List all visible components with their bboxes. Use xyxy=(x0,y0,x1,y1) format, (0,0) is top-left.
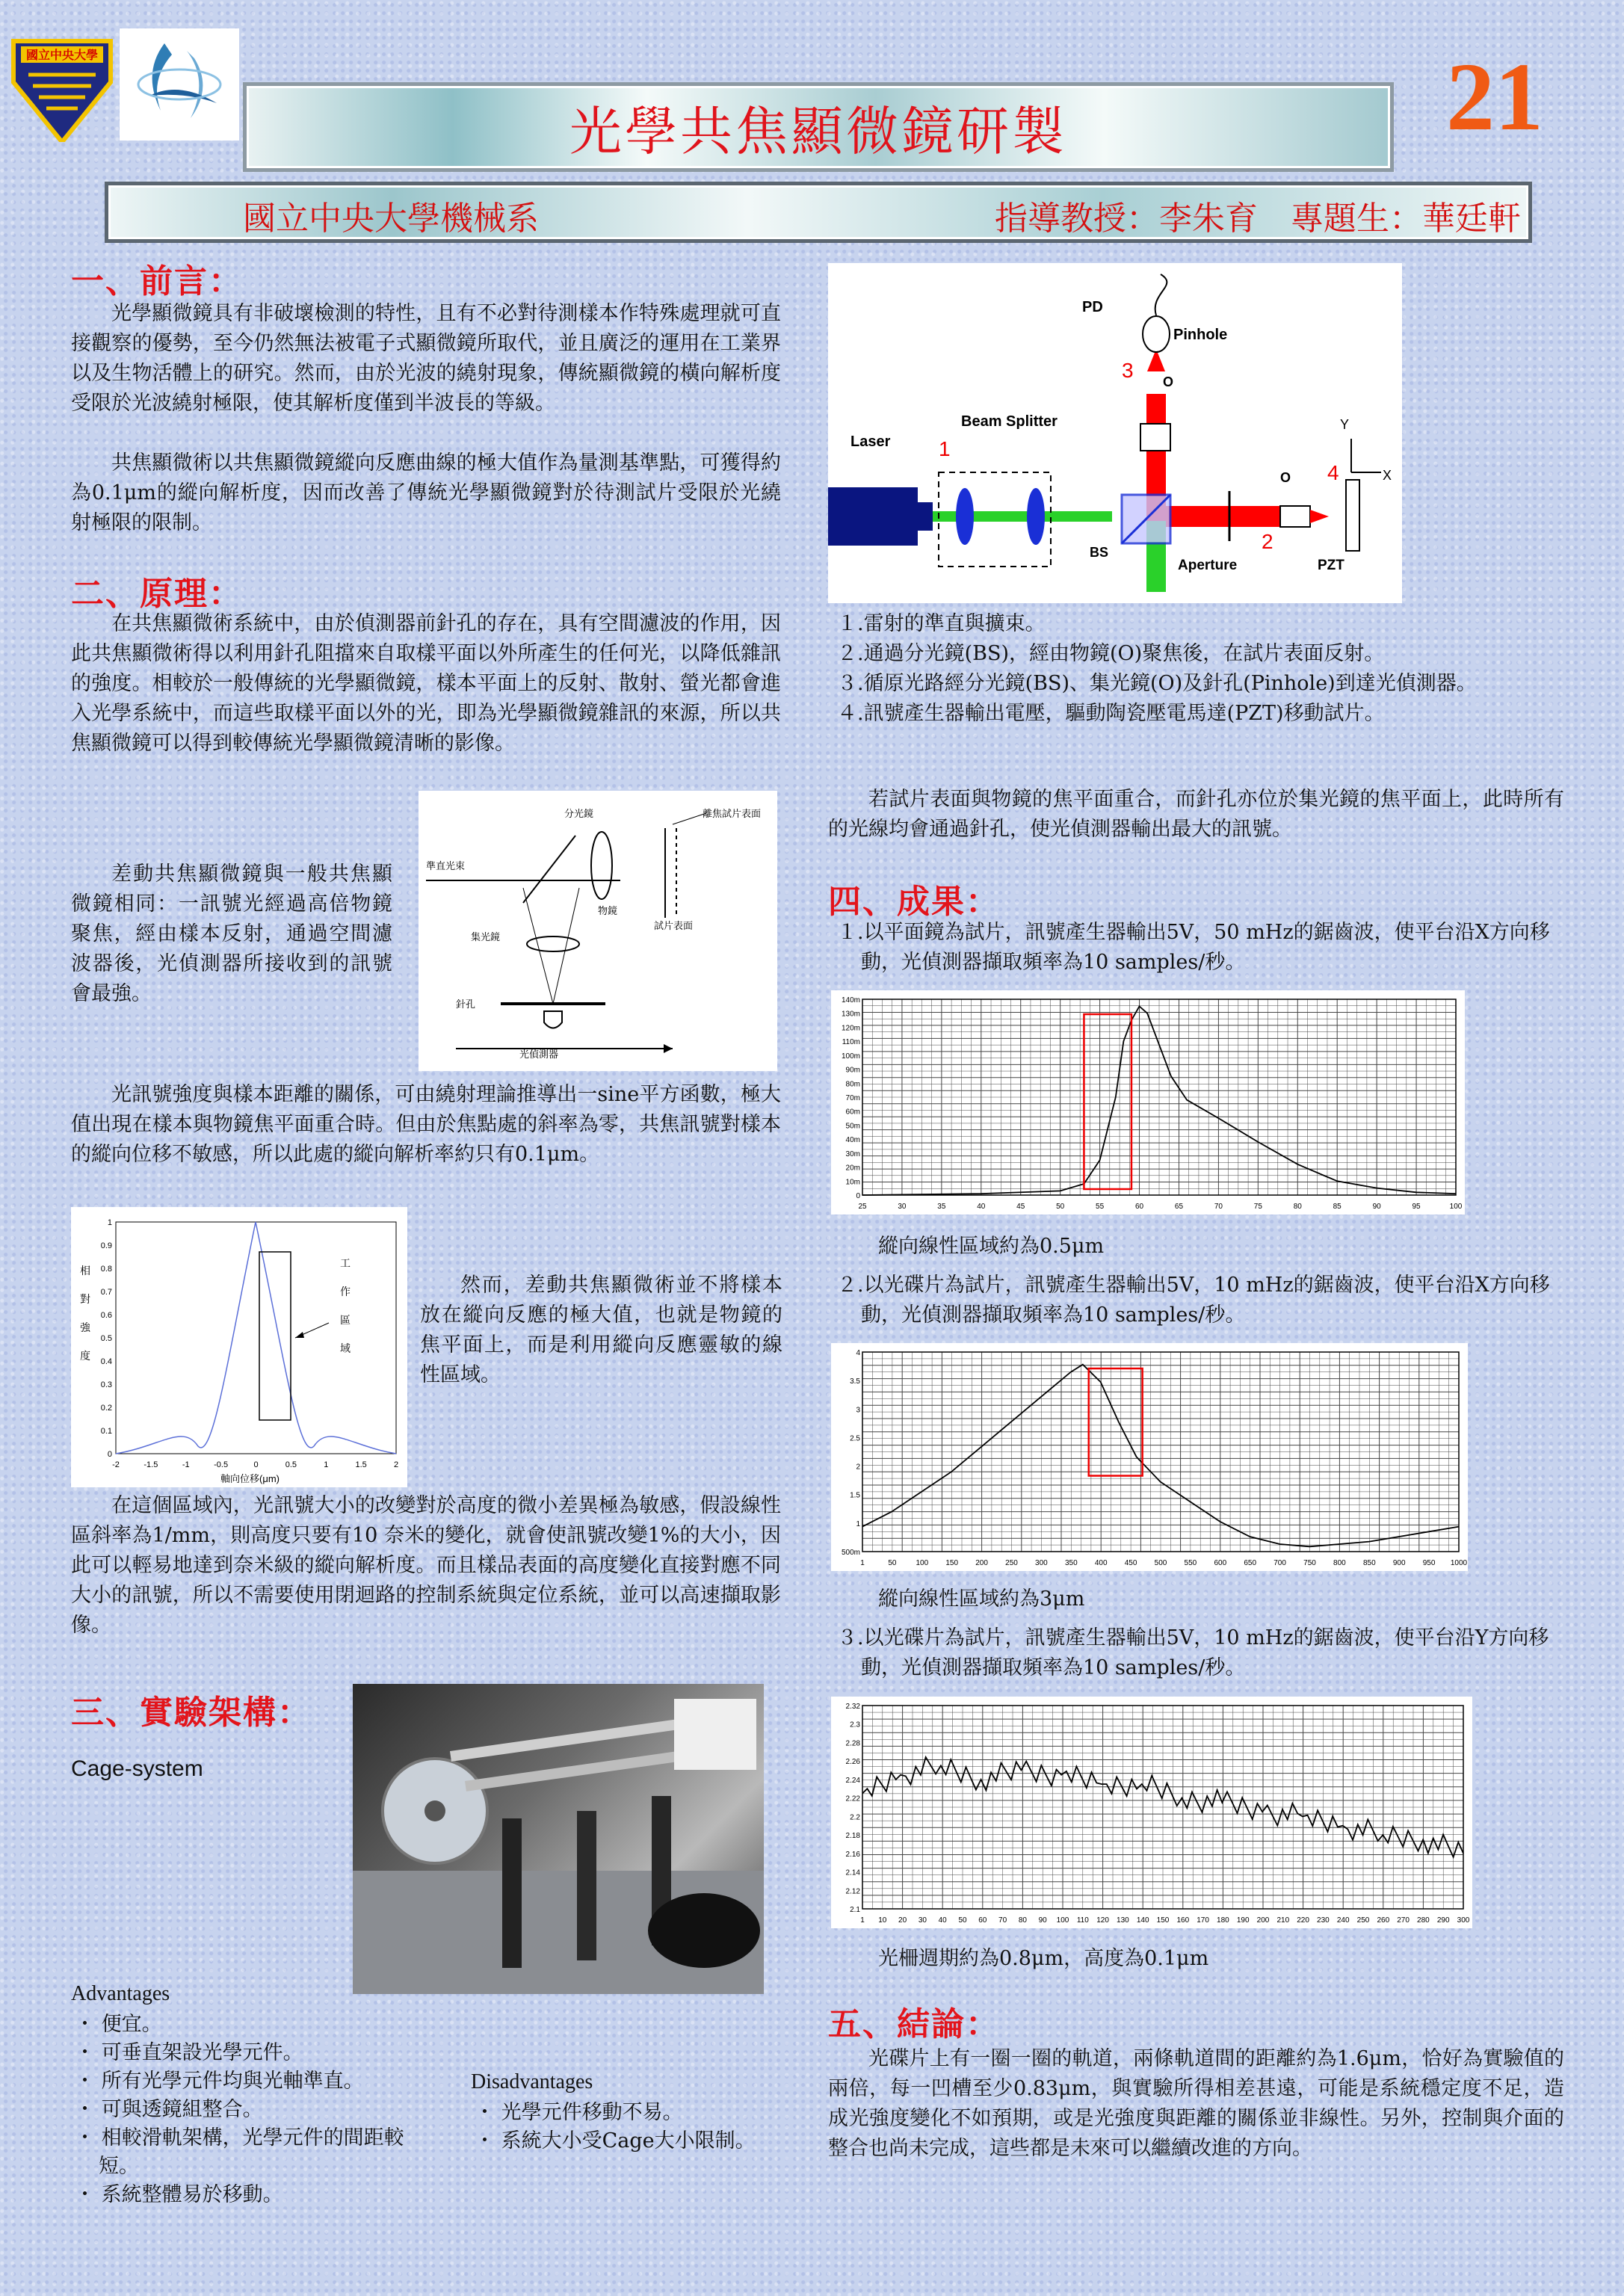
result-2-text-list xyxy=(837,1271,1569,1330)
chart-xtick: 70 xyxy=(1214,1203,1223,1211)
region-char: 域 xyxy=(340,1342,351,1354)
section-4-heading: 四、成果： xyxy=(828,883,1000,921)
chart-xtick: 80 xyxy=(1293,1203,1302,1211)
chart-xtick: 35 xyxy=(937,1203,946,1211)
chart-ytick: 70m xyxy=(845,1094,860,1102)
section-2-p3: 光訊號強度與樣本距離的關係，可由繞射理論推導出一sine平方函數，極大值出現在樣本與物鏡焦平面重合時。但由於焦點處的斜率為零，共焦訊號對樣本的縱向位移不敏感，所以此處的縱向解析率約只有0.1μm。 xyxy=(71,1083,781,1166)
chart-xtick: 200 xyxy=(975,1559,988,1567)
author-banner xyxy=(105,182,1532,243)
label-bs: BS xyxy=(1090,545,1109,560)
chart-ytick: 2.2 xyxy=(850,1813,860,1822)
chart-ytick: 30m xyxy=(845,1149,860,1158)
advantage-item: ・ 系統整體易於移動。 xyxy=(75,2183,283,2206)
advantage-item: ・ 相較滑軌架構，光學元件的間距較短。 xyxy=(75,2126,404,2178)
label-laser: Laser xyxy=(850,433,891,450)
chart-xtick: 65 xyxy=(1174,1203,1184,1211)
chart-ytick: 2.3 xyxy=(850,1721,860,1729)
curve-ytick: 0.9 xyxy=(100,1241,112,1250)
chart-xtick: 25 xyxy=(858,1203,867,1211)
curve-xtick: -2 xyxy=(112,1460,120,1469)
chart-background xyxy=(831,1343,1468,1571)
chart-xtick: 45 xyxy=(1016,1203,1025,1211)
section-2-heading: 二、原理： xyxy=(71,575,243,613)
chart-xtick: 40 xyxy=(977,1203,986,1211)
chart-ytick: 2.5 xyxy=(850,1434,860,1443)
chart-xtick: 600 xyxy=(1214,1559,1227,1567)
region-char: 區 xyxy=(340,1314,351,1326)
label-aperture: Aperture xyxy=(1178,558,1238,573)
chart-ytick: 500m xyxy=(841,1549,860,1557)
chart-ytick: 10m xyxy=(845,1178,860,1187)
section-2-p2: 差動共焦顯微鏡與一般共焦顯微鏡相同：一訊號光經過高倍物鏡聚焦，經由樣本反射，通過空間濾波器後，光偵測器所接收到的訊號會最強。 xyxy=(71,862,392,1005)
chart-ytick: 130m xyxy=(841,1010,860,1019)
curve-ytick: 0.7 xyxy=(100,1288,112,1297)
chart-xtick: 250 xyxy=(1005,1559,1018,1567)
chart-ytick: 110m xyxy=(842,1038,860,1047)
section-5-heading: 五、結論： xyxy=(828,2005,1000,2043)
chart-xtick: 260 xyxy=(1377,1916,1390,1925)
step-marker-2: 2 xyxy=(1262,530,1273,553)
chart-ytick: 100m xyxy=(841,1052,860,1061)
result-2-caption: 縱向線性區域約為3μm xyxy=(878,1587,1085,1611)
step-marker-3: 3 xyxy=(1122,359,1134,382)
chart-ytick: 2.28 xyxy=(845,1739,860,1748)
chart-xtick: 650 xyxy=(1244,1559,1257,1567)
response-curve-line xyxy=(116,1222,396,1454)
chart-xtick: 70 xyxy=(998,1916,1007,1925)
chart-xtick: 100 xyxy=(1449,1203,1463,1211)
chart-xtick: 50 xyxy=(888,1559,897,1567)
chart-xtick: 750 xyxy=(1303,1559,1316,1567)
label-objective-right: O xyxy=(1280,470,1291,485)
chart-xtick: 220 xyxy=(1297,1916,1309,1925)
label-pd: PD xyxy=(1082,299,1103,315)
chart-ytick: 50m xyxy=(845,1122,860,1131)
curve-ytick: 0.5 xyxy=(100,1334,112,1343)
chart-xtick: 550 xyxy=(1184,1559,1197,1567)
chart-xtick: 230 xyxy=(1317,1916,1330,1925)
chart-xtick: 120 xyxy=(1096,1916,1109,1925)
curve-xtick: 2 xyxy=(393,1460,399,1469)
chart-xtick: 60 xyxy=(1134,1203,1144,1211)
chart-ytick: 2.26 xyxy=(845,1758,860,1767)
result-2-chart xyxy=(831,1343,1468,1571)
chart-xtick: 270 xyxy=(1397,1916,1410,1925)
label-objective-top: O xyxy=(1163,374,1174,389)
result-3-caption: 光柵週期約為0.8μm，高度為0.1μm xyxy=(878,1947,1209,1970)
chart-ytick: 2.1 xyxy=(850,1906,860,1914)
response-curve-figure xyxy=(71,1207,407,1487)
chart-xtick: 90 xyxy=(1038,1916,1047,1925)
chart-ytick: 1 xyxy=(856,1519,860,1528)
diagram-label-sample-surface: 試片表面 xyxy=(654,920,694,931)
chart-xtick: 280 xyxy=(1417,1916,1430,1925)
department-logo xyxy=(120,28,239,141)
region-char: 工 xyxy=(340,1257,351,1269)
curve-ylabel xyxy=(80,1265,91,1362)
chart-xtick: 200 xyxy=(1256,1916,1270,1925)
section-1-heading: 一、前言： xyxy=(71,262,243,300)
diagram-label-defocus: 離焦試片表面 xyxy=(703,808,762,819)
curve-ylabel-char: 對 xyxy=(80,1293,90,1305)
chart-ytick: 140m xyxy=(841,996,860,1004)
chart-xtick: 180 xyxy=(1217,1916,1229,1925)
chart-xtick: 300 xyxy=(1035,1559,1048,1567)
chart-background xyxy=(831,1697,1472,1928)
setup-paragraph: 若試片表面與物鏡的焦平面重合，而針孔亦位於集光鏡的焦平面上，此時所有的光線均會通過針孔，使光偵測器輸出最大的訊號。 xyxy=(828,788,1564,841)
chart-xtick: 20 xyxy=(898,1916,907,1925)
chart-xtick: 1 xyxy=(860,1916,865,1925)
chart-xtick: 80 xyxy=(1018,1916,1027,1925)
chart-xtick: 240 xyxy=(1336,1916,1350,1925)
result-3-text-list xyxy=(837,1623,1569,1683)
chart-ytick: 3.5 xyxy=(850,1377,860,1386)
chart-ytick: 60m xyxy=(845,1108,860,1117)
chart-xtick: 130 xyxy=(1117,1916,1129,1925)
curve-xtick: 1.5 xyxy=(355,1460,367,1469)
curve-xtick: 1 xyxy=(324,1460,329,1469)
chart-xtick: 850 xyxy=(1362,1559,1376,1567)
section-5-paragraph: 光碟片上有一圈一圈的軌道，兩條軌道間的距離約為1.6μm，恰好為實驗值的兩倍，每一凹槽至少0.83μm，與實驗所得相差甚遠，可能是系統穩定度不足，造成光強度變化不如預期，或是光強度與距離的關係並非線性。另外，控制與介面的整合也尚未完成，這些都是未來可以繼續改進的方向。 xyxy=(828,2047,1564,2160)
section-2-p5: 在這個區域內，光訊號大小的改變對於高度的微小差異極為敏感，假設線性區斜率為1/mm，則高度只要有10 奈米的變化，就會使訊號改變1%的大小，因此可以輕易地達到奈米級的縱向解析度。而且樣品表面的高度變化直接對應不同大小的訊號，所以不需要使用閉迴路的控制系統與定位系統，並可以高速擷取影像。 xyxy=(71,1494,781,1637)
setup-diagram xyxy=(828,263,1402,603)
chart-xtick: 30 xyxy=(898,1203,907,1211)
result-2-text: ２.以光碟片為試片，訊號產生器輸出5V，10 mHz的鋸齒波，使平台沿X方向移動，光偵測器擷取頻率為10 samples/秒。 xyxy=(837,1274,1550,1327)
chart-xtick: 150 xyxy=(1156,1916,1170,1925)
label-pzt: PZT xyxy=(1318,558,1344,573)
chart-ytick: 2.12 xyxy=(845,1887,860,1896)
chart-ytick: 2.32 xyxy=(845,1703,860,1711)
chart-xtick: 400 xyxy=(1094,1559,1108,1567)
chart-ytick: 0 xyxy=(856,1192,860,1200)
chart-ytick: 2.24 xyxy=(845,1776,860,1785)
chart-xtick: 190 xyxy=(1236,1916,1250,1925)
chart-xtick: 110 xyxy=(1076,1916,1089,1925)
ncu-logo xyxy=(6,30,118,142)
result-1-chart xyxy=(831,990,1465,1215)
label-pinhole: Pinhole xyxy=(1173,327,1228,343)
curve-ytick: 0 xyxy=(107,1450,112,1459)
section-1-p2: 共焦顯微術以共焦顯微鏡縱向反應曲線的極大值作為量測基準點，可獲得約為0.1μm的縱向解析度，因而改善了傳統光學顯微鏡對於待測試片受限於光繞射極限的限制。 xyxy=(71,451,781,534)
diagram-label-collimated: 準直光束 xyxy=(426,860,466,871)
chart-xtick: 170 xyxy=(1197,1916,1209,1925)
curve-xtick: 0 xyxy=(253,1460,259,1469)
chart-xtick: 100 xyxy=(1056,1916,1069,1925)
chart-xtick: 160 xyxy=(1176,1916,1190,1925)
disadvantages-list xyxy=(475,2099,774,2155)
chart-xtick: 95 xyxy=(1412,1203,1421,1211)
chart-ytick: 120m xyxy=(841,1024,860,1033)
chart-ytick: 3 xyxy=(856,1406,860,1415)
label-beam-splitter: Beam Splitter xyxy=(961,413,1058,430)
chart-xtick: 140 xyxy=(1136,1916,1149,1925)
curve-xtick: -0.5 xyxy=(214,1460,229,1469)
chart-ytick: 80m xyxy=(845,1080,860,1089)
disadvantages-title: Disadvantages xyxy=(471,2070,593,2093)
chart-ytick: 2.18 xyxy=(845,1832,860,1841)
step-marker-4: 4 xyxy=(1327,461,1339,484)
chart-xtick: 900 xyxy=(1392,1559,1406,1567)
chart-xtick: 10 xyxy=(878,1916,887,1925)
result-3-text: ３.以光碟片為試片，訊號產生器輸出5V，10 mHz的鋸齒波，使平台沿Y方向移動，光偵測器擷取頻率為10 samples/秒。 xyxy=(837,1626,1549,1679)
chart-xtick: 90 xyxy=(1372,1203,1381,1211)
chart-background xyxy=(831,990,1465,1215)
chart-xtick: 700 xyxy=(1273,1559,1286,1567)
chart-xtick: 350 xyxy=(1064,1559,1078,1567)
chart-ytick: 20m xyxy=(845,1164,860,1173)
setup-step: ３.循原光路經分光鏡(BS)、集光鏡(O)及針孔(Pinhole)到達光偵測器。 xyxy=(837,672,1477,695)
chart-xtick: 210 xyxy=(1276,1916,1290,1925)
curve-ytick: 0.4 xyxy=(100,1357,112,1366)
curve-ylabel-char: 相 xyxy=(80,1265,90,1277)
advisors: 指導教授：李朱育 專題生：華廷軒 xyxy=(995,200,1521,238)
section-1-p1: 光學顯微鏡具有非破壞檢測的特性，且有不必對待測樣本作特殊處理就可直接觀察的優勢，至今仍然無法被電子式顯微鏡所取代，並且廣泛的運用在工業界以及生物活體上的研究。然而，由於光波的繞射現象，傳統顯微鏡的橫向解析度受限於光波繞射極限，使其解析度僅到半波長的等級。 xyxy=(71,302,781,415)
curve-ytick: 0.3 xyxy=(100,1380,112,1389)
chart-xtick: 250 xyxy=(1356,1916,1370,1925)
curve-ytick: 0.8 xyxy=(100,1265,112,1274)
chart-xtick: 50 xyxy=(958,1916,967,1925)
chart-xtick: 60 xyxy=(978,1916,987,1925)
result-3-chart xyxy=(831,1697,1472,1928)
svg-text:國立中央大學: 國立中央大學 xyxy=(25,49,99,62)
chart-xtick: 1000 xyxy=(1450,1559,1468,1567)
advantages-title: Advantages xyxy=(71,1982,170,2005)
diagram-label-objective: 物鏡 xyxy=(598,905,618,916)
step-marker-1: 1 xyxy=(939,437,951,460)
chart-xtick: 30 xyxy=(918,1916,927,1925)
chart-xtick: 50 xyxy=(1056,1203,1065,1211)
result-1-text: １.以平面鏡為試片，訊號產生器輸出5V，50 mHz的鋸齒波，使平台沿X方向移動，光偵測器擷取頻率為10 samples/秒。 xyxy=(837,921,1550,974)
curve-xtick: -1 xyxy=(182,1460,190,1469)
curve-ytick: 0.1 xyxy=(100,1427,112,1436)
chart-xtick: 290 xyxy=(1436,1916,1450,1925)
chart-xtick: 450 xyxy=(1124,1559,1137,1567)
chart-xtick: 500 xyxy=(1154,1559,1167,1567)
advantages-list xyxy=(75,2010,433,2209)
chart-ytick: 2.22 xyxy=(845,1794,860,1803)
chart-xtick: 800 xyxy=(1333,1559,1346,1567)
confocal-principle-diagram xyxy=(419,791,777,1071)
advantage-item: ・ 可與透鏡組整合。 xyxy=(75,2098,263,2121)
diagram-label-beam-splitter: 分光鏡 xyxy=(564,808,594,819)
section-3-heading: 三、實驗架構： xyxy=(71,1694,312,1732)
result-1-text-list xyxy=(837,918,1569,978)
chart-ytick: 2.16 xyxy=(845,1850,860,1859)
chart-xtick: 150 xyxy=(945,1559,959,1567)
label-axis-x: X xyxy=(1383,468,1392,483)
curve-xlabel: 軸向位移(μm) xyxy=(220,1473,280,1484)
page-title: 光學共焦顯微鏡研製 xyxy=(569,100,1067,162)
title-banner xyxy=(243,82,1394,172)
chart-ytick: 4 xyxy=(856,1349,860,1357)
setup-step: ４.訊號產生器輸出電壓，驅動陶瓷壓電馬達(PZT)移動試片。 xyxy=(837,702,1385,725)
result-1-caption: 縱向線性區域約為0.5μm xyxy=(878,1235,1105,1258)
chart-xtick: 55 xyxy=(1096,1203,1105,1211)
chart-ytick: 2 xyxy=(856,1463,860,1472)
chart-xtick: 1 xyxy=(860,1559,865,1567)
cage-system-label: Cage-system xyxy=(71,1756,203,1781)
curve-xtick: -1.5 xyxy=(143,1460,158,1469)
cage-system-photo xyxy=(353,1684,764,1994)
chart-xtick: 85 xyxy=(1333,1203,1342,1211)
chart-ytick: 40m xyxy=(845,1136,860,1145)
setup-steps xyxy=(837,609,1569,729)
curve-ytick: 0.2 xyxy=(100,1404,112,1413)
diagram-label-pinhole: 針孔 xyxy=(456,999,476,1010)
curve-ytick: 0.6 xyxy=(100,1311,112,1320)
disadvantage-item: ・ 系統大小受Cage大小限制。 xyxy=(475,2129,756,2152)
section-2-p1: 在共焦顯微術系統中，由於偵測器前針孔的存在，具有空間濾波的作用，因此共焦顯微術得以利用針孔阻擋來自取樣平面以外所產生的任何光，以降低雜訊的強度。相較於一般傳統的光學顯微鏡，樣本平面上的反射、散射、螢光都會進入光學系統中，而這些取樣平面以外的光，即為光學顯微鏡雜訊的來源，所以共焦顯微鏡可以得到較傳統光學顯微鏡清晰的影像。 xyxy=(71,612,781,755)
advantage-item: ・ 便宜。 xyxy=(75,2013,162,2036)
setup-step: ２.通過分光鏡(BS)，經由物鏡(O)聚焦後，在試片表面反射。 xyxy=(837,642,1385,665)
chart-xtick: 100 xyxy=(916,1559,929,1567)
section-2-p4: 然而，差動共焦顯微術並不將樣本放在縱向反應的極大值，也就是物鏡的焦平面上，而是利用縱向反應靈敏的線性區域。 xyxy=(420,1274,782,1386)
advantage-item: ・ 可垂直架設光學元件。 xyxy=(75,2041,303,2064)
poster-number: 21 xyxy=(1446,43,1543,151)
setup-step: １.雷射的準直與擴束。 xyxy=(837,612,1046,635)
disadvantage-item: ・ 光學元件移動不易。 xyxy=(475,2101,683,2124)
advantage-item: ・ 所有光學元件均與光軸準直。 xyxy=(75,2070,364,2093)
department: 國立中央大學機械系 xyxy=(243,200,539,238)
chart-xtick: 40 xyxy=(938,1916,947,1925)
curve-ytick: 1 xyxy=(107,1218,112,1227)
region-char: 作 xyxy=(340,1286,351,1297)
diagram-label-condenser: 集光鏡 xyxy=(471,931,501,942)
working-region-box xyxy=(259,1252,291,1420)
chart-xtick: 75 xyxy=(1253,1203,1262,1211)
label-axis-y: Y xyxy=(1340,417,1350,432)
chart-ytick: 2.14 xyxy=(845,1868,860,1877)
curve-xtick: 0.5 xyxy=(285,1460,297,1469)
chart-ytick: 1.5 xyxy=(850,1491,860,1500)
chart-xtick: 950 xyxy=(1422,1559,1436,1567)
chart-xtick: 300 xyxy=(1457,1916,1470,1925)
chart-ytick: 90m xyxy=(845,1066,860,1075)
curve-ylabel-char: 強 xyxy=(80,1321,90,1333)
curve-ylabel-char: 度 xyxy=(80,1350,90,1362)
diagram-label-detector: 光偵測器 xyxy=(519,1049,559,1060)
